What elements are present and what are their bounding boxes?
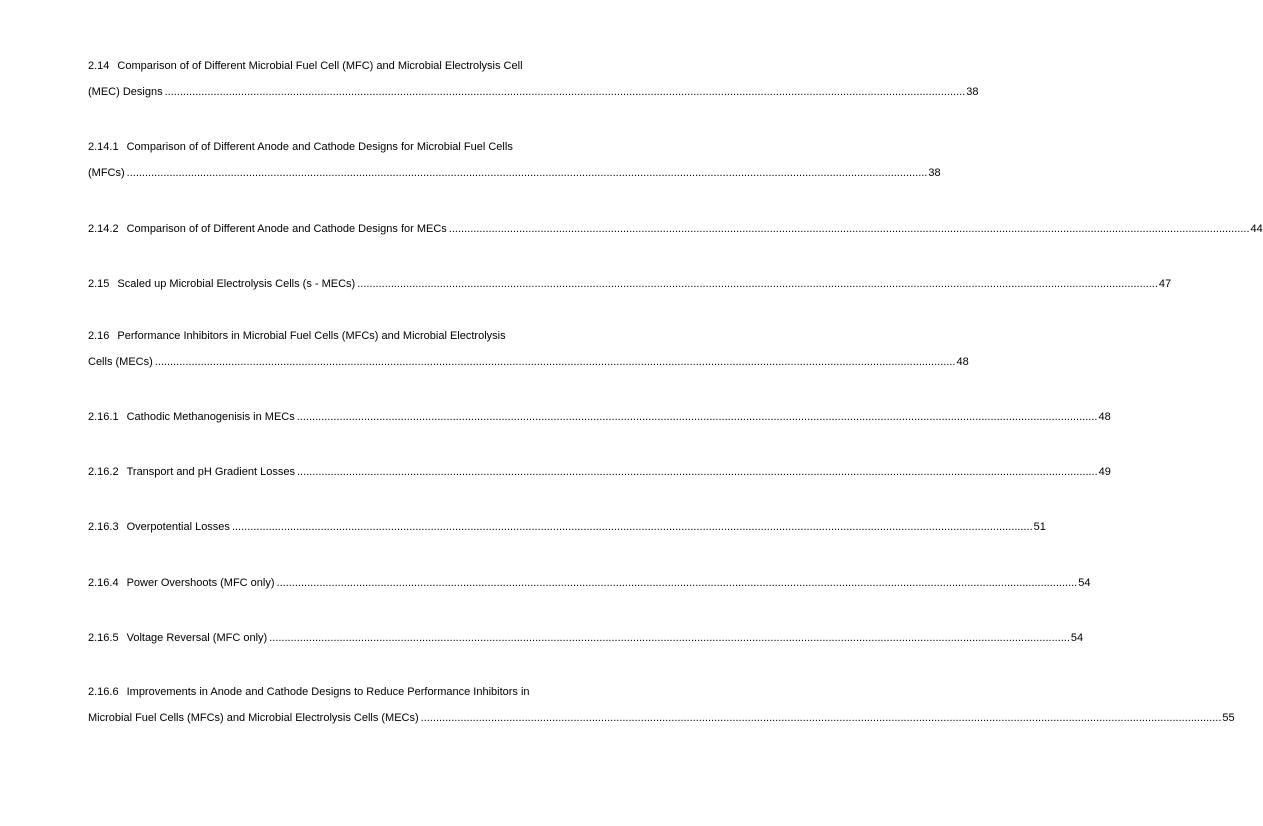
section-title-continued: (MEC) Designs bbox=[88, 86, 163, 98]
page-number: 47 bbox=[1158, 278, 1172, 290]
page-number: 55 bbox=[1222, 712, 1235, 724]
dot-leader bbox=[357, 277, 1158, 291]
dot-leader bbox=[165, 85, 966, 99]
section-title-continued: (MFCs) bbox=[88, 167, 125, 179]
toc-entry-line bbox=[88, 355, 969, 369]
toc-entry-line bbox=[88, 166, 941, 180]
section-title: Scaled up Microbial Electrolysis Cells (s - MECs) bbox=[117, 278, 356, 290]
toc-entry-line bbox=[88, 410, 1111, 424]
section-title: Voltage Reversal (MFC only) bbox=[126, 632, 268, 644]
dot-leader bbox=[232, 520, 1033, 534]
section-title: Transport and pH Gradient Losses bbox=[126, 466, 295, 478]
toc-entry-line bbox=[88, 329, 558, 343]
toc-entry-line bbox=[88, 685, 558, 699]
page-number: 48 bbox=[956, 356, 969, 368]
toc-entry-2-15 bbox=[88, 277, 1172, 291]
toc-entry-line bbox=[88, 85, 979, 99]
toc-entry-line bbox=[88, 631, 1084, 645]
toc-entry-line bbox=[88, 222, 1263, 236]
toc-entry-line bbox=[88, 277, 1172, 291]
toc-entry-line bbox=[88, 140, 558, 154]
section-title: Cathodic Methanogenisis in MECs bbox=[126, 411, 295, 423]
dot-leader bbox=[155, 355, 956, 369]
toc-entry-2-14 bbox=[88, 59, 979, 99]
dot-leader bbox=[297, 465, 1098, 479]
section-title: Comparison of of Different Microbial Fuel Cell (MFC) and Microbial Electrolysis Cell bbox=[117, 60, 523, 72]
toc-entry-2-16-5 bbox=[88, 631, 1084, 645]
toc-entry-2-14-1 bbox=[88, 140, 941, 180]
section-title-continued: Cells (MECs) bbox=[88, 356, 153, 368]
section-title: Overpotential Losses bbox=[126, 521, 230, 533]
page-number: 44 bbox=[1250, 223, 1263, 235]
section-title: Comparison of of Different Anode and Cathode Designs for MECs bbox=[126, 223, 447, 235]
toc-entry-2-16-2 bbox=[88, 465, 1111, 479]
toc-entry-2-16-1 bbox=[88, 410, 1111, 424]
toc-entry-line bbox=[88, 59, 558, 73]
dot-leader bbox=[269, 631, 1070, 645]
section-number: 2.16.2 bbox=[88, 466, 119, 478]
toc-entry-line bbox=[88, 465, 1111, 479]
dot-leader bbox=[297, 410, 1098, 424]
section-title: Power Overshoots (MFC only) bbox=[126, 577, 275, 589]
page-number: 38 bbox=[928, 167, 941, 179]
toc-entry-2-16-3 bbox=[88, 520, 1046, 534]
section-number: 2.14 bbox=[88, 60, 110, 72]
section-title: Comparison of of Different Anode and Cathode Designs for Microbial Fuel Cells bbox=[126, 141, 513, 153]
toc-entry-2-16 bbox=[88, 329, 969, 369]
toc-entry-2-16-6 bbox=[88, 685, 1235, 725]
section-number: 2.16 bbox=[88, 330, 110, 342]
dot-leader bbox=[127, 166, 928, 180]
section-number: 2.16.6 bbox=[88, 686, 119, 698]
section-number: 2.16.3 bbox=[88, 521, 119, 533]
page-number: 51 bbox=[1033, 521, 1046, 533]
page-number: 54 bbox=[1070, 632, 1084, 644]
section-number: 2.16.4 bbox=[88, 577, 119, 589]
page-number: 38 bbox=[966, 86, 979, 98]
section-number: 2.16.5 bbox=[88, 632, 119, 644]
toc-entry-line bbox=[88, 520, 1046, 534]
toc-entry-2-14-2 bbox=[88, 222, 1263, 236]
toc-entry-line bbox=[88, 576, 1091, 590]
page-number: 48 bbox=[1098, 411, 1111, 423]
section-number: 2.16.1 bbox=[88, 411, 119, 423]
section-number: 2.14.2 bbox=[88, 223, 119, 235]
toc-entry-2-16-4 bbox=[88, 576, 1091, 590]
section-title: Performance Inhibitors in Microbial Fuel Cells (MFCs) and Microbial Electrolysis bbox=[117, 330, 506, 342]
section-title-continued: Microbial Fuel Cells (MFCs) and Microbial Electrolysis Cells (MECs) bbox=[88, 712, 419, 724]
toc-entry-line bbox=[88, 711, 1235, 725]
dot-leader bbox=[449, 222, 1250, 236]
section-title: Improvements in Anode and Cathode Designs to Reduce Performance Inhibitors in bbox=[126, 686, 530, 698]
page-number: 54 bbox=[1078, 577, 1091, 589]
section-number: 2.15 bbox=[88, 278, 110, 290]
section-number: 2.14.1 bbox=[88, 141, 119, 153]
page-number: 49 bbox=[1098, 466, 1111, 478]
dot-leader bbox=[277, 576, 1078, 590]
dot-leader bbox=[421, 711, 1222, 725]
